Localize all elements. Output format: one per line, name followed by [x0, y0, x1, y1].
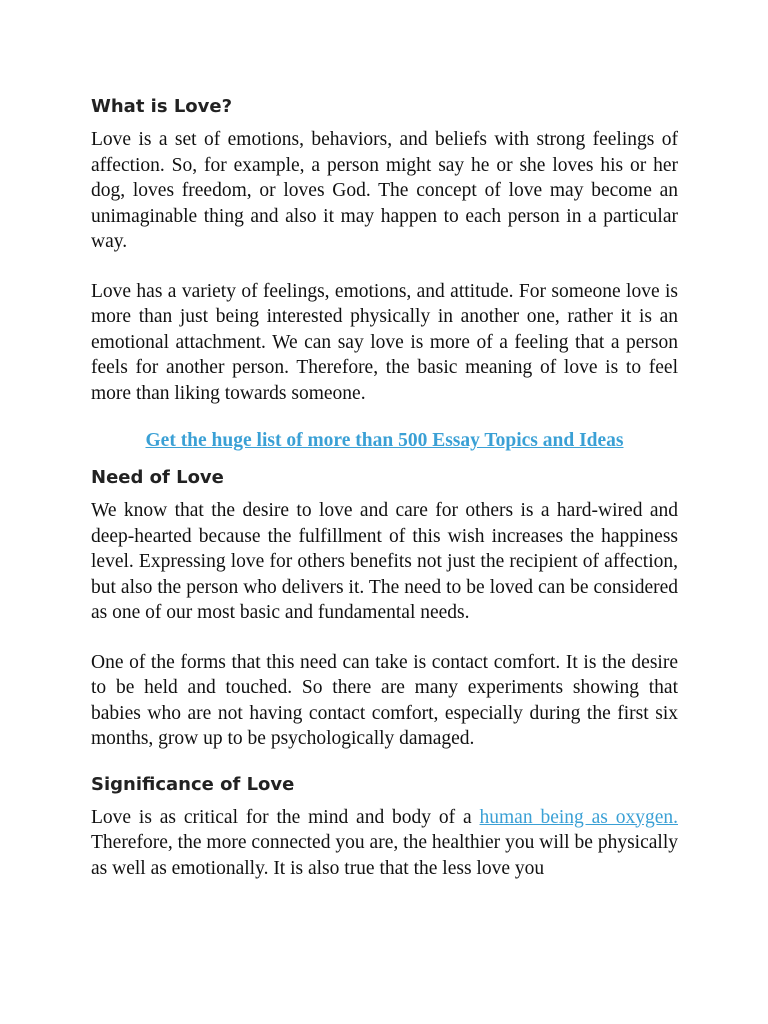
document-page: [91, 93, 678, 881]
paragraph-contact-comfort: One of the forms that this need can take is contact comfort. It is the desire to be held and touched. So there are many experiments showing that babies who are not having contact comfort, especially during the first six months, grow up to be psychologically damaged.: [91, 651, 678, 749]
paragraph-variety: Love has a variety of feelings, emotions, and attitude. For someone love is more than just being interested physically in another one, rather it is an emotional attachment. We can say love is more of a feeling that a person feels for another person. Therefore, the basic meaning of love is to feel more than liking towards someone.: [91, 280, 678, 404]
paragraph-significance-start: Love is as critical for the mind and body of a: [91, 806, 480, 828]
paragraph-significance: [91, 805, 678, 882]
section-heading-what-is-love: What is Love?: [91, 96, 233, 117]
section-heading-need-of-love: Need of Love: [91, 467, 224, 488]
section-heading-significance: Significance of Love: [91, 773, 295, 795]
essay-topics-link[interactable]: Get the huge list of more than 500 Essay Topics and Ideas: [145, 430, 624, 451]
paragraph-desire: We know that the desire to love and care for others is a hard-wired and deep-hearted because the fulfillment of this wish increases the happiness level. Expressing love for others benefits not just the recipient of affection, but also the person who delivers it. The need to be loved can be considered as one of our most basic and fundamental needs.: [91, 500, 678, 623]
human-being-oxygen-link[interactable]: human being as oxygen.: [479, 806, 678, 828]
paragraph-significance-end: Therefore, the more connected you are, the healthier you will be physically as well as emotionally. It is also true that the less love you: [91, 832, 678, 879]
paragraph-definition: Love is a set of emotions, behaviors, and beliefs with strong feelings of affection. So, for example, a person might say he or she loves his or her dog, loves freedom, or loves God. The concept of love may become an unimaginable thing and also it may happen to each person in a particular way.: [91, 129, 678, 252]
